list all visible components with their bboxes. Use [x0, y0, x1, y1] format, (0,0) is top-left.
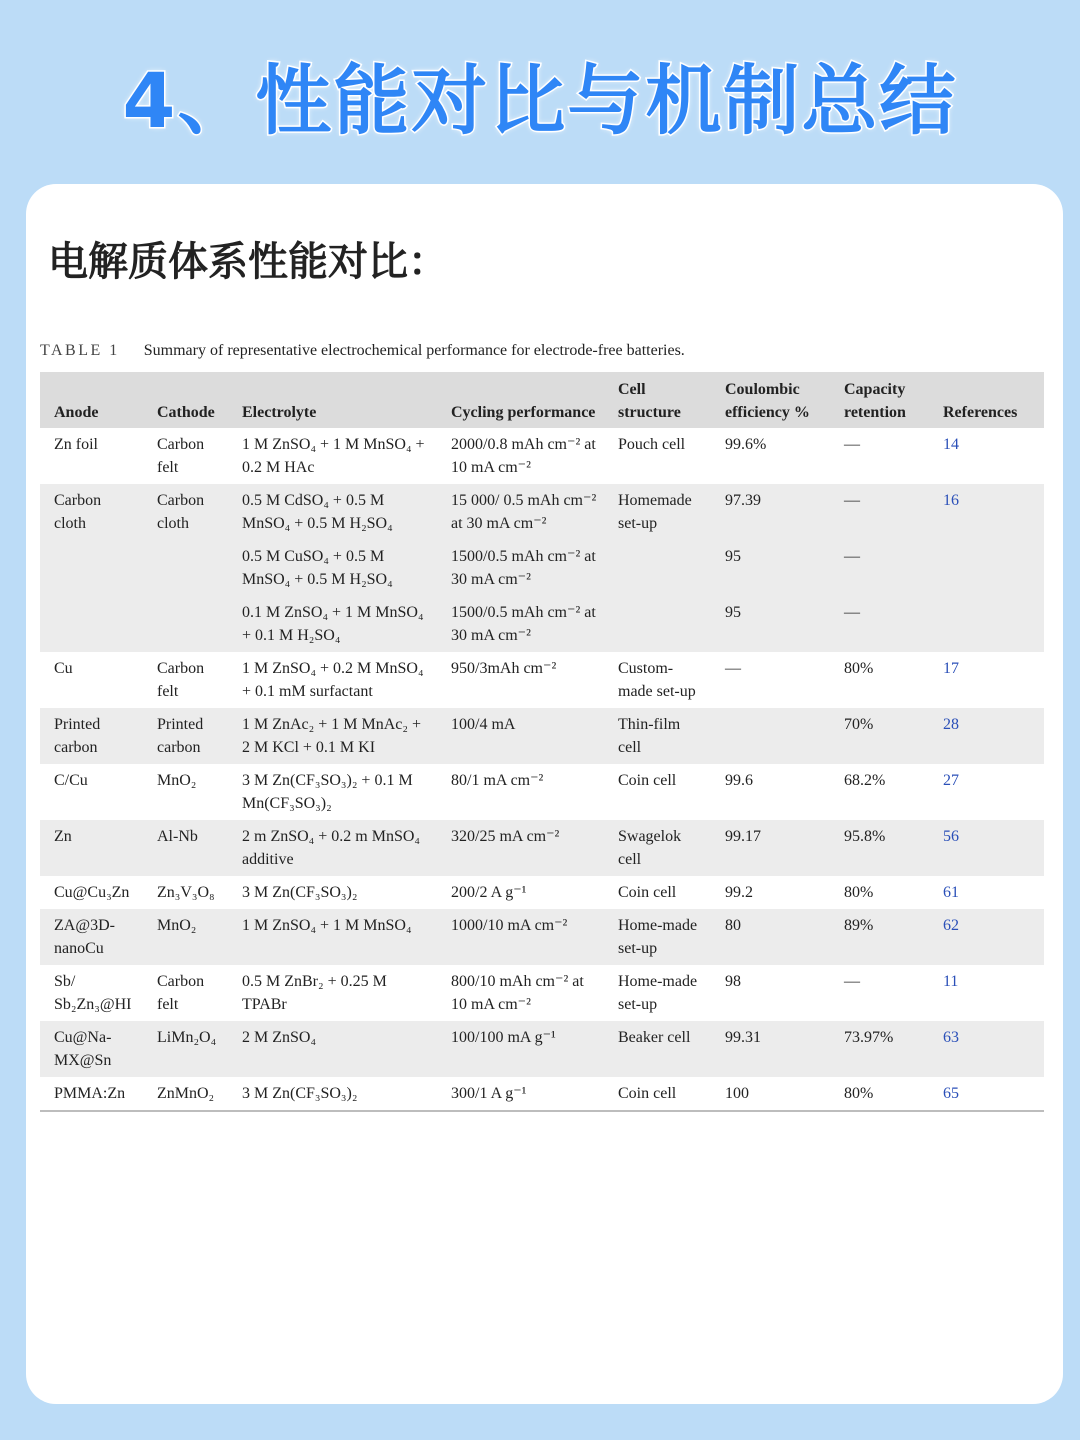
reference-link[interactable]: 63: [943, 1029, 959, 1046]
cell-structure: Coin cell: [618, 772, 677, 789]
table-row: [40, 820, 1044, 876]
column-header: References: [943, 404, 1018, 421]
cell-cathode: Zn₃V₃O₈: [157, 884, 215, 901]
cell-structure: Homemade set-up: [618, 492, 692, 532]
cell-electrolyte: 2 M ZnSO₄: [242, 1029, 317, 1046]
cell-coulombic-efficiency: 95: [725, 604, 741, 621]
column-header: Cell structure: [618, 381, 681, 421]
cell-electrolyte: 2 m ZnSO₄ + 0.2 m MnSO₄ additive: [242, 828, 420, 868]
cell-cycling: 800/10 mAh cm⁻² at 10 mA cm⁻²: [451, 973, 584, 1013]
cell-electrolyte: 3 M Zn(CF₃SO₃)₂: [242, 1085, 358, 1102]
cell-structure: Swagelok cell: [618, 828, 682, 868]
cell-structure: Pouch cell: [618, 436, 686, 453]
cell-structure: Home-made set-up: [618, 973, 698, 1013]
cell-cycling: 1500/0.5 mAh cm⁻² at 30 mA cm⁻²: [451, 548, 596, 588]
cell-electrolyte: 0.5 M CuSO₄ + 0.5 M MnSO₄ + 0.5 M H₂SO₄: [242, 548, 393, 588]
cell-capacity-retention: —: [844, 973, 860, 990]
cell-electrolyte: 0.5 M CdSO₄ + 0.5 M MnSO₄ + 0.5 M H₂SO₄: [242, 492, 393, 532]
reference-link[interactable]: 56: [943, 828, 959, 845]
cell-electrolyte: 1 M ZnSO₄ + 1 M MnSO₄ + 0.2 M HAc: [242, 436, 425, 476]
cell-cathode: MnO₂: [157, 772, 197, 789]
cell-anode: Printed carbon: [54, 716, 101, 756]
cell-cathode: Carbon felt: [157, 660, 205, 700]
table-row: [40, 764, 1044, 820]
table-row: [40, 909, 1044, 965]
cell-electrolyte: 3 M Zn(CF₃SO₃)₂: [242, 884, 358, 901]
cell-coulombic-efficiency: 99.31: [725, 1029, 761, 1046]
cell-capacity-retention: 89%: [844, 917, 874, 934]
cell-anode: Zn: [54, 828, 72, 845]
cell-structure: Thin-film cell: [618, 716, 681, 756]
table-label: TABLE 1: [40, 342, 120, 359]
page-banner-title: 4、性能对比与机制总结: [122, 56, 958, 145]
cell-anode: Zn foil: [54, 436, 98, 453]
column-header: Capacity retention: [844, 381, 906, 421]
cell-coulombic-efficiency: 99.6: [725, 772, 753, 789]
cell-cycling: 300/1 A g⁻¹: [451, 1085, 527, 1102]
table-row: [40, 1077, 1044, 1111]
reference-link[interactable]: 28: [943, 716, 959, 733]
cell-coulombic-efficiency: 100: [725, 1085, 749, 1102]
cell-anode: ZA@3D-nanoCu: [54, 917, 115, 957]
reference-link[interactable]: 14: [943, 436, 959, 453]
cell-cycling: 1000/10 mA cm⁻²: [451, 917, 568, 934]
cell-cathode: Printed carbon: [157, 716, 204, 756]
cell-cathode: Carbon felt: [157, 973, 205, 1013]
cell-structure: Custom-made set-up: [618, 660, 696, 700]
cell-cathode: MnO₂: [157, 917, 197, 934]
cell-coulombic-efficiency: [711, 708, 830, 764]
cell-electrolyte: 1 M ZnSO₄ + 1 M MnSO₄: [242, 917, 412, 934]
cell-structure: Home-made set-up: [618, 917, 698, 957]
reference-link[interactable]: 27: [943, 772, 959, 789]
cell-structure: Beaker cell: [618, 1029, 691, 1046]
column-header: Cycling performance: [451, 404, 596, 421]
cell-electrolyte: 0.1 M ZnSO₄ + 1 M MnSO₄ + 0.1 M H₂SO₄: [242, 604, 424, 644]
cell-coulombic-efficiency: 99.17: [725, 828, 761, 845]
cell-anode: Sb/ Sb₂Zn₃@HI: [54, 973, 132, 1013]
cell-cycling: 2000/0.8 mAh cm⁻² at 10 mA cm⁻²: [451, 436, 596, 476]
section-heading: 电解质体系性能对比：: [48, 239, 448, 285]
cell-capacity-retention: 80%: [844, 660, 874, 677]
cell-structure: Coin cell: [618, 1085, 677, 1102]
table-row: [40, 708, 1044, 764]
cell-electrolyte: 1 M ZnAc₂ + 1 M MnAc₂ + 2 M KCl + 0.1 M KI: [242, 716, 421, 756]
cell-coulombic-efficiency: 98: [725, 973, 741, 990]
cell-cycling: 15 000/ 0.5 mAh cm⁻² at 30 mA cm⁻²: [451, 492, 597, 532]
cell-cycling: 950/3mAh cm⁻²: [451, 660, 557, 677]
cell-capacity-retention: 80%: [844, 884, 874, 901]
cell-anode: Cu@Na-MX@Sn: [54, 1029, 112, 1069]
cell-electrolyte: 0.5 M ZnBr₂ + 0.25 M TPABr: [242, 973, 387, 1013]
cell-capacity-retention: —: [844, 492, 860, 509]
cell-capacity-retention: 70%: [844, 716, 874, 733]
cell-structure: Coin cell: [618, 884, 677, 901]
cell-cycling: 200/2 A g⁻¹: [451, 884, 527, 901]
cell-capacity-retention: —: [844, 436, 860, 453]
cell-coulombic-efficiency: 99.2: [725, 884, 753, 901]
performance-table: [40, 372, 1044, 1112]
table-row: [40, 484, 1044, 540]
cell-cathode: Al-Nb: [157, 828, 198, 845]
cell-coulombic-efficiency: 99.6%: [725, 436, 767, 453]
cell-cathode: Carbon felt: [157, 436, 205, 476]
cell-cathode: LiMn₂O₄: [157, 1029, 217, 1046]
cell-cycling: 1500/0.5 mAh cm⁻² at 30 mA cm⁻²: [451, 604, 596, 644]
table-row: [40, 1021, 1044, 1077]
cell-capacity-retention: 80%: [844, 1085, 874, 1102]
column-header: Anode: [54, 404, 99, 421]
cell-capacity-retention: 95.8%: [844, 828, 886, 845]
cell-cathode: Carbon cloth: [157, 492, 205, 532]
content-card: [26, 184, 1063, 1404]
cell-capacity-retention: 68.2%: [844, 772, 886, 789]
cell-anode: Cu: [54, 660, 73, 677]
table-row: [40, 652, 1044, 708]
cell-anode: PMMA:Zn: [54, 1085, 126, 1102]
cell-coulombic-efficiency: —: [725, 660, 741, 677]
reference-link[interactable]: 17: [943, 660, 959, 677]
column-header: Cathode: [157, 404, 215, 421]
reference-link[interactable]: 62: [943, 917, 959, 934]
cell-capacity-retention: —: [844, 604, 860, 621]
table-header-row: [40, 372, 1044, 428]
cell-coulombic-efficiency: 97.39: [725, 492, 761, 509]
cell-capacity-retention: 73.97%: [844, 1029, 894, 1046]
cell-anode: C/Cu: [54, 772, 88, 789]
cell-cycling: 320/25 mA cm⁻²: [451, 828, 560, 845]
cell-cycling: 100/100 mA g⁻¹: [451, 1029, 556, 1046]
cell-coulombic-efficiency: 80: [725, 917, 741, 934]
cell-electrolyte: 3 M Zn(CF₃SO₃)₂ + 0.1 M Mn(CF₃SO₃)₂: [242, 772, 413, 812]
reference-link[interactable]: 11: [943, 973, 959, 990]
column-header: Electrolyte: [242, 404, 317, 421]
cell-cycling: 80/1 mA cm⁻²: [451, 772, 544, 789]
cell-electrolyte: 1 M ZnSO₄ + 0.2 M MnSO₄ + 0.1 mM surfactant: [242, 660, 424, 700]
cell-anode: Cu@Cu₃Zn: [54, 884, 130, 901]
table-row: [40, 876, 1044, 909]
reference-link[interactable]: 61: [943, 884, 959, 901]
cell-capacity-retention: —: [844, 548, 860, 565]
cell-cathode: ZnMnO₂: [157, 1085, 215, 1102]
column-header: Coulombic efficiency %: [725, 381, 810, 421]
cell-cycling: 100/4 mA: [451, 716, 516, 733]
reference-link[interactable]: 65: [943, 1085, 959, 1102]
reference-link[interactable]: 16: [943, 492, 959, 509]
table-caption-text: Summary of representative electrochemical performance for electrode-free batteries.: [143, 342, 685, 359]
table-row: [40, 428, 1044, 484]
table-caption: [40, 342, 685, 360]
cell-coulombic-efficiency: 95: [725, 548, 741, 565]
cell-anode: Carbon cloth: [54, 492, 102, 532]
table-row: [40, 965, 1044, 1021]
